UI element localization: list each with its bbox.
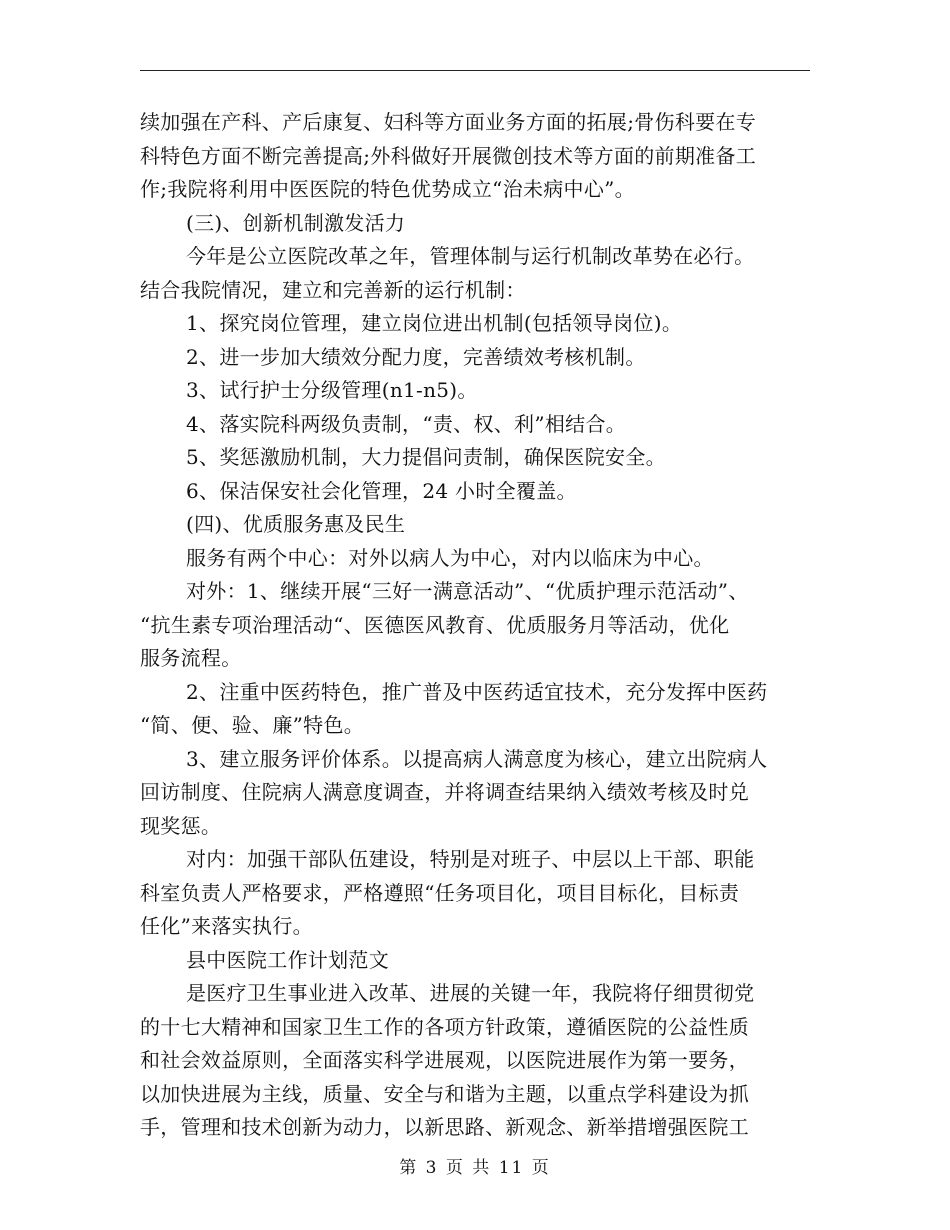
text-line: 回访制度、住院病人满意度调查，并将调查结果纳入绩效考核及时兑 xyxy=(140,780,749,804)
text-line: 科室负责人严格要求，严格遵照“任务项目化，项目目标化，目标责 xyxy=(140,880,740,905)
text-line: 县中医院工作计划范文 xyxy=(186,947,389,972)
text-line: 1、探究岗位管理，建立岗位进出机制(包括领导岗位)。 xyxy=(186,311,683,335)
text-line: “简、便、验、廉”特色。 xyxy=(140,713,365,737)
text-line: 手，管理和技术创新为动力，以新思路、新观念、新举措增强医院工 xyxy=(140,1115,749,1139)
page-number: 第 3 页 共 11 页 xyxy=(399,1158,551,1178)
text-line: 4、落实院科两级负责制，“责、权、利”相结合。 xyxy=(186,411,627,436)
text-line: 对内：加强干部队伍建设，特别是对班子、中层以上干部、职能 xyxy=(186,847,755,871)
text-line: 5、奖惩激励机制，大力提倡问责制，确保医院安全。 xyxy=(186,445,666,469)
text-line: 作;我院将利用中医医院的特色优势成立“治未病中心”。 xyxy=(140,177,635,201)
text-line: 6、保洁保安社会化管理，24 小时全覆盖。 xyxy=(186,478,577,503)
text-line: 和社会效益原则，全面落实科学进展观，以医院进展作为第一要务， xyxy=(140,1048,749,1072)
text-line: 任化”来落实执行。 xyxy=(140,914,313,938)
text-line: 3、试行护士分级管理(n1-n5)。 xyxy=(186,378,478,402)
text-line: 续加强在产科、产后康复、妇科等方面业务方面的拓展;骨伤科要在专 xyxy=(140,110,757,134)
text-line: 科特色方面不断完善提高;外科做好开展微创技术等方面的前期准备工 xyxy=(140,143,757,168)
text-line: 服务流程。 xyxy=(140,646,242,670)
text-line: “抗生素专项治理活动“、医德医风教育、优质服务月等活动，优化 xyxy=(140,612,730,637)
text-line: 对外：1、继续开展“三好一满意活动”、“优质护理示范活动”、 xyxy=(186,579,749,603)
text-line: 2、注重中医药特色，推广普及中医药适宜技术，充分发挥中医药 xyxy=(186,679,768,704)
document-body xyxy=(140,106,810,1145)
text-line: 今年是公立医院改革之年，管理体制与运行机制改革势在必行。 xyxy=(186,244,755,268)
header-rule xyxy=(140,70,810,71)
text-line: 是医疗卫生事业进入改革、进展的关键一年，我院将仔细贯彻党 xyxy=(186,981,755,1005)
text-line: 以加快进展为主线，质量、安全与和谐为主题，以重点学科建设为抓 xyxy=(140,1081,749,1106)
text-line: 的十七大精神和国家卫生工作的各项方针政策，遵循医院的公益性质 xyxy=(140,1014,749,1039)
text-line: 服务有两个中心：对外以病人为中心，对内以临床为中心。 xyxy=(186,545,714,570)
text-line: (四)、优质服务惠及民生 xyxy=(186,512,406,536)
text-line: (三)、创新机制激发活力 xyxy=(186,210,406,235)
text-line: 结合我院情况，建立和完善新的运行机制： xyxy=(140,277,526,302)
text-line: 现奖惩。 xyxy=(140,813,222,838)
text-line: 2、进一步加大绩效分配力度，完善绩效考核机制。 xyxy=(186,344,646,369)
text-line: 3、建立服务评价体系。以提高病人满意度为核心，建立出院病人 xyxy=(186,746,768,771)
